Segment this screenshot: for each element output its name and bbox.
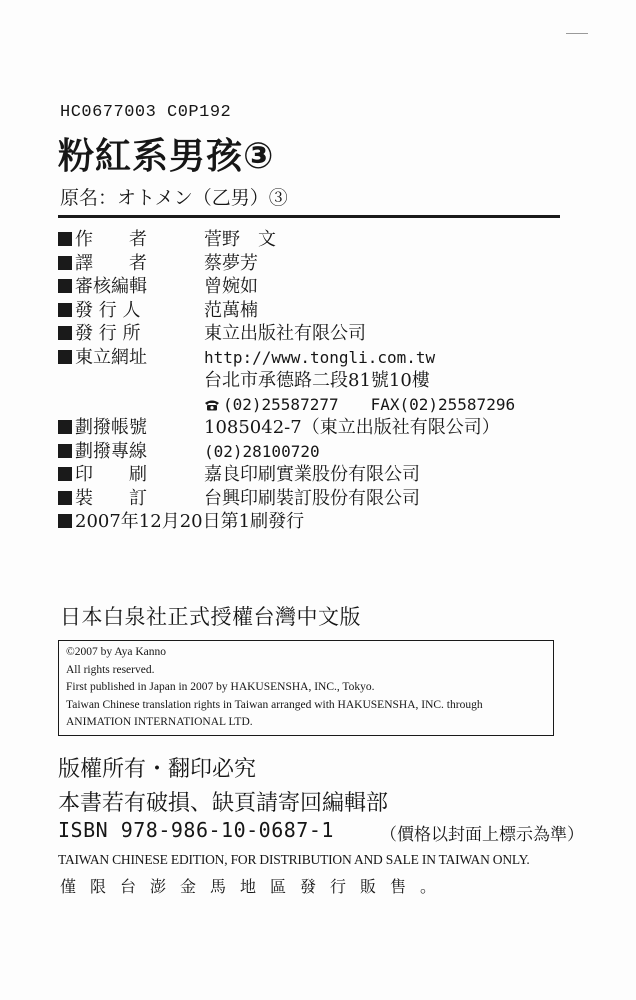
credit-label: 發 行 所 [75,323,141,344]
first-print-row [58,510,578,534]
copyright-line: All rights reserved. [66,663,155,676]
phone-row [58,393,578,417]
copyright-box [58,640,554,736]
first-print-date: 2007年12月20日第1刷發行 [75,511,305,532]
bullet-square-icon [58,279,72,293]
credit-label: 審核編輯 [75,276,147,297]
credit-label: 裝 訂 [75,487,147,509]
credit-row-postal-account [58,416,578,440]
bullet-square-icon [58,350,72,364]
bullet-square-icon [58,514,72,528]
credit-value: 嘉良印刷實業股份有限公司 [204,464,420,485]
bullet-square-icon [58,420,72,434]
credit-value: 菅野 文 [204,229,276,250]
fax-number: FAX(02)25587296 [370,394,516,414]
credit-row-translator [58,252,578,276]
credit-value: 范萬楠 [204,299,258,321]
bullet-square-icon [58,326,72,340]
credit-label: 劃撥帳號 [75,417,147,438]
bullet-square-icon [58,444,72,458]
copyright-line: Taiwan Chinese translation rights in Taiwan arranged with HAKUSENSHA, INC. through [66,698,483,711]
credit-value: 蔡夢芳 [204,252,258,274]
bullet-square-icon [58,467,72,481]
book-title: 粉紅系男孩③ [58,136,275,177]
credit-label: 印 刷 [75,464,147,485]
credit-row-publishing-house [58,322,578,346]
credit-row-author [58,228,578,252]
credit-label: 作 者 [75,229,147,250]
copyright-line: First published in Japan in 2007 by HAKUSENSHA, INC., Tokyo. [66,681,375,693]
scan-mark [566,33,588,34]
credit-value: 台興印刷裝訂股份有限公司 [204,487,420,509]
address: 台北市承德路二段81號10樓 [204,370,430,391]
bullet-square-icon [58,232,72,246]
credit-value: 1085042-7（東立出版社有限公司） [204,417,500,438]
bullet-square-icon [58,256,72,270]
address-row [58,369,578,393]
phone-number: (02)25587277 [223,394,339,414]
credit-row-binder [58,487,578,511]
credit-row-website [58,346,578,370]
credit-value: (02)28100720 [204,441,320,461]
credit-row-publisher [58,299,578,323]
rights-notice: 版權所有・翻印必究 [58,757,257,782]
credit-value: 東立出版社有限公司 [204,323,366,344]
credit-value: 曾婉如 [204,276,258,297]
edition-statement: 日本白泉社正式授權台灣中文版 [60,605,361,629]
credit-row-postal-hotline [58,440,578,464]
credit-label: 發 行 人 [75,299,141,321]
website-link[interactable]: http://www.tongli.com.tw [204,347,436,367]
price-note: （價格以封面上標示為準） [380,825,584,845]
distribution-notice-en: TAIWAN CHINESE EDITION, FOR DISTRIBUTION AND SALE IN TAIWAN ONLY. [58,852,530,867]
bullet-square-icon [58,303,72,317]
credit-row-printer [58,463,578,487]
distribution-notice-zh: 僅限台澎金馬地區發行販售。 [60,877,451,896]
copyright-line: ©2007 by Aya Kanno [66,646,166,658]
credit-label: 東立網址 [75,346,147,368]
isbn: ISBN 978-986-10-0687-1 [58,818,334,842]
credit-label: 譯 者 [75,252,147,274]
catalog-code: HC0677003 C0P192 [60,103,232,122]
credits-block [58,228,578,534]
credit-row-editor [58,275,578,299]
copyright-line: ANIMATION INTERNATIONAL LTD. [66,716,253,728]
original-title: 原名：オトメン（乙男）③ [60,187,288,209]
defect-return-notice: 本書若有破損、缺頁請寄回編輯部 [58,791,389,816]
telephone-icon [204,399,220,411]
bullet-square-icon [58,491,72,505]
credit-label: 劃撥專線 [75,440,147,462]
title-divider [58,215,560,218]
